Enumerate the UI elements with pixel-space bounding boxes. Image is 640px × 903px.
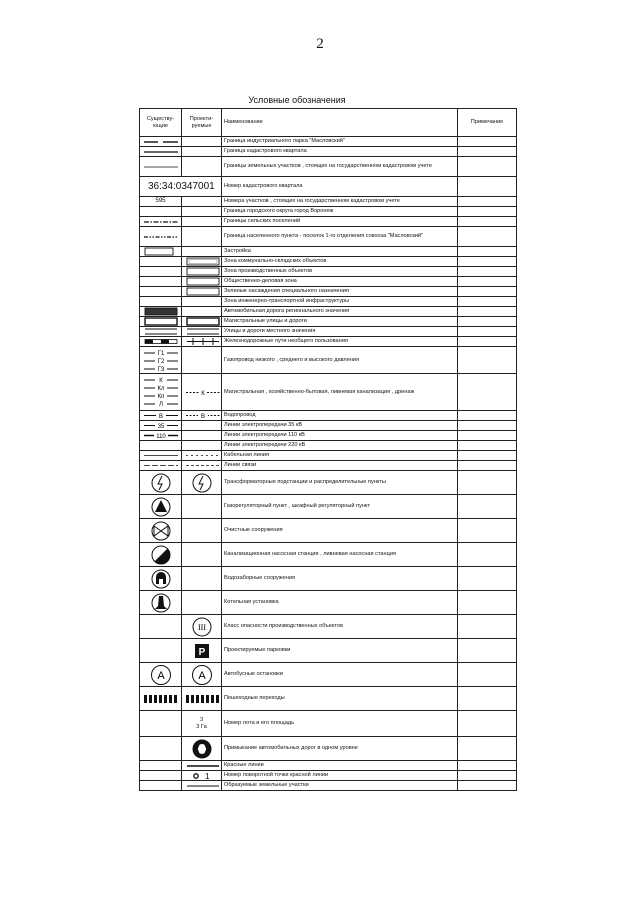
row-name: Линии электропередачи 110 кВ (222, 431, 458, 441)
sewer-label-2: Кл (157, 385, 165, 392)
green-zone-symbol (184, 287, 222, 296)
row-name: Линии электропередачи 35 кВ (222, 421, 458, 431)
symbol-existing (140, 337, 182, 347)
symbol-projected (182, 317, 222, 327)
land-plot-boundary-symbol (142, 163, 180, 171)
row-note (458, 277, 517, 287)
sewer-label-3: Кп (157, 393, 165, 400)
symbol-projected (182, 207, 222, 217)
symbol-existing (140, 687, 182, 711)
row-name: Красные линии (222, 761, 458, 771)
row-note (458, 374, 517, 411)
row-note (458, 615, 517, 639)
cadastral-quarter-boundary-symbol (142, 148, 180, 156)
row-note (458, 157, 517, 177)
symbol-existing (140, 247, 182, 257)
symbol-existing (140, 287, 182, 297)
row-note (458, 217, 517, 227)
row-name: Номер поворотной точки красной линии (222, 771, 458, 781)
symbol-existing (140, 519, 182, 543)
row-name: Граница городского округа город Воронеж (222, 207, 458, 217)
symbol-existing (140, 327, 182, 337)
symbol-projected (182, 247, 222, 257)
row-name: Газопровод низкого , среднего и высокого давления (222, 347, 458, 374)
legend-row (140, 543, 517, 567)
row-name: Зеленые насаждения специального назначения (222, 287, 458, 297)
row-name: Зона коммунально-складских объектов (222, 257, 458, 267)
row-note (458, 337, 517, 347)
symbol-projected (182, 431, 222, 441)
row-note (458, 663, 517, 687)
symbol-projected (182, 147, 222, 157)
symbol-projected (182, 217, 222, 227)
row-name: Автобусные остановки (222, 663, 458, 687)
row-note (458, 431, 517, 441)
power-line-110-symbol (142, 431, 180, 440)
row-name: Газорегуляторный пункт , шкафный регуляторный пункт (222, 495, 458, 519)
row-note (458, 297, 517, 307)
symbol-existing (140, 431, 182, 441)
row-note (458, 147, 517, 157)
symbol-existing (140, 217, 182, 227)
legend-row (140, 157, 517, 177)
legend-row (140, 347, 517, 374)
legend-row (140, 567, 517, 591)
legend-row (140, 267, 517, 277)
row-name: Канализационная насосная станция , ливневая насосная станция (222, 543, 458, 567)
sewer-proj-label: К (201, 390, 205, 397)
legend-row (140, 227, 517, 247)
legend-row (140, 374, 517, 411)
comms-line-symbol (142, 461, 180, 470)
symbol-existing (140, 157, 182, 177)
main-street-symbol (142, 317, 180, 326)
hazard-class-label: III (197, 622, 206, 632)
legend-row (140, 737, 517, 761)
symbol-existing (140, 441, 182, 451)
symbol-projected (182, 227, 222, 247)
symbol-projected (182, 451, 222, 461)
legend-row (140, 495, 517, 519)
legend-row (140, 307, 517, 317)
row-note (458, 207, 517, 217)
legend-row (140, 317, 517, 327)
row-name: Трансформаторные подстанции и распределительные пункты (222, 471, 458, 495)
lot-number: 3 (199, 717, 204, 724)
legend-row (140, 327, 517, 337)
symbol-existing (140, 297, 182, 307)
symbol-existing (140, 591, 182, 615)
sewer-label-1: К (159, 377, 163, 384)
row-name: Автомобильная дорога регионального значения (222, 307, 458, 317)
row-note (458, 781, 517, 791)
row-name: Класс опасности производственных объектов (222, 615, 458, 639)
symbol-projected (182, 567, 222, 591)
cable-line-projected-symbol (184, 451, 222, 460)
legend-row (140, 147, 517, 157)
symbol-projected (182, 471, 222, 495)
symbol-existing (140, 227, 182, 247)
symbol-existing (140, 267, 182, 277)
legend-row (140, 711, 517, 737)
row-name: Очистные сооружения (222, 519, 458, 543)
row-name: Кабельная линия (222, 451, 458, 461)
symbol-existing (140, 781, 182, 791)
legend-row (140, 277, 517, 287)
row-name: Магистральные улицы и дороги (222, 317, 458, 327)
row-note (458, 451, 517, 461)
production-zone-symbol (184, 267, 222, 276)
header-note: Примечание (458, 109, 517, 137)
symbol-existing (140, 451, 182, 461)
symbol-projected (182, 257, 222, 267)
legend-row (140, 451, 517, 461)
row-note (458, 267, 517, 277)
symbol-existing (140, 347, 182, 374)
row-note (458, 257, 517, 267)
row-note (458, 591, 517, 615)
bus-stop-icon (150, 664, 172, 686)
bus-stop-label: A (156, 669, 165, 682)
header-projected: Проекти-руемые (182, 109, 222, 137)
crosswalk-icon (142, 694, 180, 704)
bus-stop-projected-icon (191, 664, 213, 686)
business-zone-symbol (184, 277, 222, 286)
row-note (458, 771, 517, 781)
symbol-existing (140, 771, 182, 781)
railway-symbol (142, 337, 180, 346)
row-note (458, 737, 517, 761)
row-name: Котельная установка (222, 591, 458, 615)
row-note (458, 247, 517, 257)
symbol-projected (182, 591, 222, 615)
symbol-existing (140, 761, 182, 771)
new-plot-symbol (184, 782, 222, 790)
symbol-existing (140, 421, 182, 431)
turn-point-label: 1 (205, 772, 210, 780)
gas-regulator-icon (150, 496, 172, 518)
symbol-projected (182, 737, 222, 761)
legend-row (140, 461, 517, 471)
symbol-projected (182, 277, 222, 287)
row-name: Железнодорожные пути необщего пользования (222, 337, 458, 347)
legend-row (140, 247, 517, 257)
row-note (458, 495, 517, 519)
row-name: Общественно-деловая зона (222, 277, 458, 287)
row-name: Границы сельских поселений (222, 217, 458, 227)
symbol-projected (182, 543, 222, 567)
symbol-projected (182, 337, 222, 347)
symbol-existing (140, 639, 182, 663)
symbol-existing (140, 277, 182, 287)
row-note (458, 137, 517, 147)
symbol-projected (182, 157, 222, 177)
symbol-existing (140, 307, 182, 317)
row-note (458, 317, 517, 327)
legend-title: Условные обозначения (248, 95, 346, 105)
hazard-class-icon (191, 616, 213, 638)
row-name: Пешеходные переходы (222, 687, 458, 711)
symbol-existing (140, 207, 182, 217)
header-name: Наименование (222, 109, 458, 137)
symbol-projected (182, 495, 222, 519)
row-note (458, 197, 517, 207)
row-note (458, 543, 517, 567)
lot-area: 3 Га (196, 723, 207, 730)
symbol-existing (140, 711, 182, 737)
legend-row (140, 297, 517, 307)
row-note (458, 461, 517, 471)
power35-label: 35 (157, 424, 165, 430)
row-note (458, 711, 517, 737)
buildings-symbol (142, 247, 180, 256)
legend-row (140, 441, 517, 451)
parking-icon (191, 640, 213, 662)
water-label: В (158, 414, 164, 420)
symbol-projected (182, 287, 222, 297)
symbol-projected (182, 374, 222, 411)
symbol-existing (140, 461, 182, 471)
symbol-projected (182, 137, 222, 147)
legend-row (140, 761, 517, 771)
symbol-existing (140, 147, 182, 157)
row-name: Зона производственных объектов (222, 267, 458, 277)
symbol-existing (140, 567, 182, 591)
legend-row (140, 687, 517, 711)
symbol-projected (182, 761, 222, 771)
legend-row (140, 287, 517, 297)
row-name: Номер лота и его площадь (222, 711, 458, 737)
symbol-projected (182, 421, 222, 431)
row-name: Граница кадастрового квартала (222, 147, 458, 157)
page-number: 2 (316, 36, 324, 52)
row-note (458, 307, 517, 317)
row-name: Граница населенного пункта - поселок 1-го отделения совхоза "Масловский" (222, 227, 458, 247)
symbol-projected (182, 771, 222, 781)
row-name: Линии электропередачи 220 кВ (222, 441, 458, 451)
symbol-projected (182, 297, 222, 307)
symbol-existing (140, 615, 182, 639)
road-junction-icon (191, 738, 213, 760)
legend-row (140, 771, 517, 781)
legend-row (140, 781, 517, 791)
row-note (458, 177, 517, 197)
symbol-projected (182, 327, 222, 337)
legend-row (140, 197, 517, 207)
row-note (458, 441, 517, 451)
legend-row (140, 471, 517, 495)
row-note (458, 471, 517, 495)
symbol-projected (182, 615, 222, 639)
transformer-icon (150, 472, 172, 494)
symbol-existing (140, 177, 222, 197)
water-pipe-symbol (142, 411, 180, 420)
legend-row (140, 639, 517, 663)
symbol-projected (182, 411, 222, 421)
gas-label-1: Г1 (157, 350, 165, 357)
cable-line-symbol (142, 451, 180, 460)
row-name: Номера участков , стоящих на государственном кадастровом учете (222, 197, 458, 207)
legend-row (140, 663, 517, 687)
symbol-projected (182, 307, 222, 317)
legend-row (140, 421, 517, 431)
settlement-boundary-symbol (142, 233, 180, 241)
row-name: Зона инженерно-транспортной инфраструктуры (222, 297, 458, 307)
symbol-existing (140, 737, 182, 761)
pump-station-icon (150, 544, 172, 566)
local-street-projected-symbol (184, 327, 222, 336)
symbol-projected (182, 461, 222, 471)
water-pipe-projected-symbol (184, 411, 222, 420)
row-note (458, 639, 517, 663)
row-note (458, 421, 517, 431)
crosswalk-projected-icon (184, 694, 222, 704)
row-name: Граница индустриального парка "Масловский" (222, 137, 458, 147)
row-name: Застройка (222, 247, 458, 257)
symbol-projected (182, 687, 222, 711)
main-street-projected-symbol (184, 317, 222, 326)
symbol-existing (140, 317, 182, 327)
symbol-projected (182, 267, 222, 277)
boiler-icon (150, 592, 172, 614)
parking-label: P (198, 646, 205, 658)
legend-row (140, 137, 517, 147)
legend-table (139, 108, 517, 791)
row-name: Границы земельных участков , стоящих на государственном кадастровом учете (222, 157, 458, 177)
legend-row (140, 411, 517, 421)
legend-row (140, 519, 517, 543)
row-name: Линии связи (222, 461, 458, 471)
row-name: Образуемые земельные участки (222, 781, 458, 791)
turn-point-icon (184, 771, 222, 780)
symbol-existing (140, 495, 182, 519)
treatment-plant-icon (150, 520, 172, 542)
plot-number-sample: 595 (155, 198, 166, 205)
legend-row (140, 207, 517, 217)
symbol-projected (182, 639, 222, 663)
symbol-existing (140, 374, 182, 411)
symbol-projected (182, 197, 222, 207)
legend-row (140, 591, 517, 615)
row-note (458, 287, 517, 297)
sewer-symbol (142, 375, 180, 410)
gas-pipeline-symbol (142, 348, 180, 373)
legend-row (140, 337, 517, 347)
symbol-existing (140, 257, 182, 267)
railway-projected-symbol (184, 337, 222, 346)
row-name: Водозаборные сооружения (222, 567, 458, 591)
sewer-projected-symbol (184, 388, 222, 397)
symbol-existing (140, 663, 182, 687)
symbol-projected (182, 781, 222, 791)
comms-line-projected-symbol (184, 461, 222, 470)
power110-label: 110 (156, 434, 166, 440)
water-proj-label: В (200, 414, 206, 420)
row-name: Проектируемые парковки (222, 639, 458, 663)
header-existing: Существу-ющие (140, 109, 182, 137)
legend-row (140, 257, 517, 267)
gas-label-3: Г3 (157, 366, 165, 373)
symbol-projected (182, 519, 222, 543)
regional-road-symbol (142, 307, 180, 316)
row-note (458, 519, 517, 543)
row-note (458, 347, 517, 374)
row-name: Улицы и дороги местного значения (222, 327, 458, 337)
row-name: Водопровод (222, 411, 458, 421)
row-note (458, 227, 517, 247)
symbol-projected (182, 347, 222, 374)
red-line-symbol (184, 762, 222, 770)
cadastral-number-sample: 36:34:0347001 (148, 181, 215, 192)
rural-settlement-boundary-symbol (142, 218, 180, 226)
bus-stop-projected-label: A (197, 669, 206, 682)
row-name: Номер кадастрового квартала (222, 177, 458, 197)
water-intake-icon (150, 568, 172, 590)
symbol-existing (140, 543, 182, 567)
row-name: Примыкание автомобильных дорог в одном уровне (222, 737, 458, 761)
row-note (458, 411, 517, 421)
row-name: Магистральная , хозяйственно-бытовая, ливневая канализация , дренаж (222, 374, 458, 411)
sewer-label-4: Л (159, 401, 163, 408)
row-note (458, 761, 517, 771)
power-line-35-symbol (142, 421, 180, 430)
header-row (140, 109, 517, 137)
local-street-symbol (142, 327, 180, 336)
symbol-existing (140, 471, 182, 495)
legend-row (140, 217, 517, 227)
symbol-projected (182, 663, 222, 687)
gas-label-2: Г2 (157, 358, 165, 365)
symbol-projected (182, 711, 222, 737)
symbol-existing (140, 197, 182, 207)
row-note (458, 567, 517, 591)
legend-row (140, 431, 517, 441)
symbol-existing (140, 411, 182, 421)
transformer-projected-icon (191, 472, 213, 494)
legend-row (140, 615, 517, 639)
legend-row (140, 177, 517, 197)
warehouse-zone-symbol (184, 257, 222, 266)
row-note (458, 327, 517, 337)
row-note (458, 687, 517, 711)
industrial-park-boundary-symbol (142, 138, 180, 146)
symbol-projected (182, 441, 222, 451)
symbol-existing (140, 137, 182, 147)
